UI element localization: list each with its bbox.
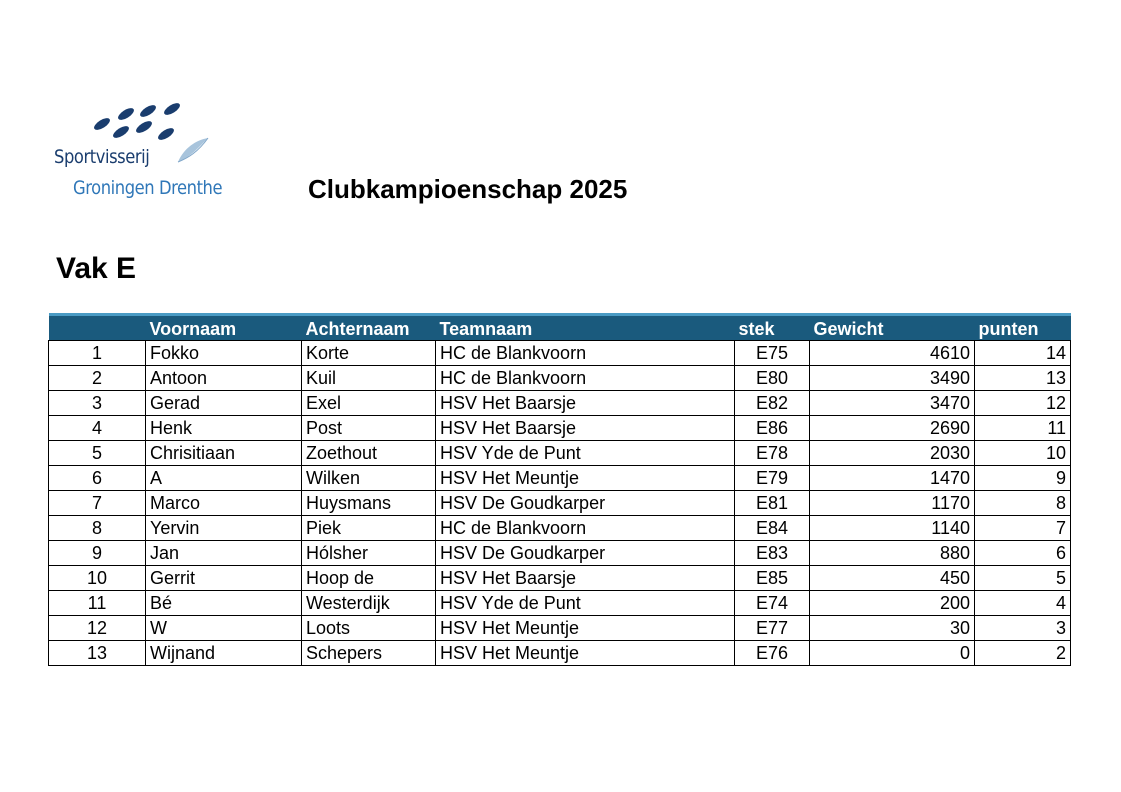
table-row <box>49 491 1071 516</box>
cell-voornaam: Henk <box>146 416 302 441</box>
table-row <box>49 591 1071 616</box>
cell-rank: 9 <box>49 541 146 566</box>
results-table-header <box>49 315 1071 341</box>
table-row <box>49 466 1071 491</box>
cell-punten: 10 <box>975 441 1071 466</box>
cell-gewicht: 30 <box>810 616 975 641</box>
cell-gewicht: 3470 <box>810 391 975 416</box>
cell-punten: 3 <box>975 616 1071 641</box>
cell-gewicht: 2690 <box>810 416 975 441</box>
cell-stek: E76 <box>735 641 810 666</box>
cell-teamnaam: HC de Blankvoorn <box>436 366 735 391</box>
cell-voornaam: Chrisitiaan <box>146 441 302 466</box>
cell-rank: 10 <box>49 566 146 591</box>
cell-achternaam: Schepers <box>302 641 436 666</box>
cell-achternaam: Piek <box>302 516 436 541</box>
cell-rank: 6 <box>49 466 146 491</box>
cell-teamnaam: HSV Het Baarsje <box>436 566 735 591</box>
cell-achternaam: Zoethout <box>302 441 436 466</box>
column-header-teamnaam: Teamnaam <box>436 315 735 341</box>
cell-voornaam: W <box>146 616 302 641</box>
cell-rank: 8 <box>49 516 146 541</box>
table-row <box>49 541 1071 566</box>
cell-punten: 4 <box>975 591 1071 616</box>
cell-gewicht: 0 <box>810 641 975 666</box>
logo-text-region: Groningen Drenthe <box>73 177 223 199</box>
cell-teamnaam: HC de Blankvoorn <box>436 341 735 366</box>
column-header-punten: punten <box>975 315 1071 341</box>
cell-punten: 12 <box>975 391 1071 416</box>
cell-stek: E86 <box>735 416 810 441</box>
cell-stek: E79 <box>735 466 810 491</box>
cell-achternaam: Loots <box>302 616 436 641</box>
cell-achternaam: Korte <box>302 341 436 366</box>
column-header-voornaam: Voornaam <box>146 315 302 341</box>
cell-achternaam: Exel <box>302 391 436 416</box>
table-row <box>49 416 1071 441</box>
cell-gewicht: 1470 <box>810 466 975 491</box>
cell-teamnaam: HC de Blankvoorn <box>436 516 735 541</box>
cell-voornaam: Wijnand <box>146 641 302 666</box>
document-title: Clubkampioenschap 2025 <box>308 174 628 204</box>
table-row <box>49 341 1071 366</box>
cell-stek: E75 <box>735 341 810 366</box>
cell-voornaam: Gerrit <box>146 566 302 591</box>
table-row <box>49 366 1071 391</box>
cell-achternaam: Huysmans <box>302 491 436 516</box>
cell-gewicht: 1170 <box>810 491 975 516</box>
cell-stek: E84 <box>735 516 810 541</box>
cell-voornaam: A <box>146 466 302 491</box>
results-table-body <box>49 341 1071 666</box>
cell-gewicht: 450 <box>810 566 975 591</box>
cell-voornaam: Fokko <box>146 341 302 366</box>
cell-achternaam: Hólsher <box>302 541 436 566</box>
cell-voornaam: Antoon <box>146 366 302 391</box>
cell-teamnaam: HSV Yde de Punt <box>436 441 735 466</box>
cell-punten: 13 <box>975 366 1071 391</box>
cell-teamnaam: HSV Yde de Punt <box>436 591 735 616</box>
cell-gewicht: 2030 <box>810 441 975 466</box>
cell-teamnaam: HSV De Goudkarper <box>436 541 735 566</box>
table-row <box>49 616 1071 641</box>
cell-rank: 13 <box>49 641 146 666</box>
cell-punten: 7 <box>975 516 1071 541</box>
logo-text-sportvisserij: Sportvisserij <box>54 146 150 168</box>
cell-achternaam: Hoop de <box>302 566 436 591</box>
cell-gewicht: 4610 <box>810 341 975 366</box>
cell-teamnaam: HSV Het Meuntje <box>436 466 735 491</box>
cell-rank: 11 <box>49 591 146 616</box>
table-row <box>49 441 1071 466</box>
cell-punten: 9 <box>975 466 1071 491</box>
table-row <box>49 566 1071 591</box>
cell-teamnaam: HSV Het Meuntje <box>436 641 735 666</box>
cell-voornaam: Jan <box>146 541 302 566</box>
cell-gewicht: 3490 <box>810 366 975 391</box>
cell-gewicht: 200 <box>810 591 975 616</box>
sportvisserij-logo <box>52 100 227 210</box>
cell-stek: E78 <box>735 441 810 466</box>
cell-punten: 2 <box>975 641 1071 666</box>
table-row <box>49 391 1071 416</box>
cell-stek: E77 <box>735 616 810 641</box>
cell-rank: 3 <box>49 391 146 416</box>
cell-voornaam: Bé <box>146 591 302 616</box>
section-title: Vak E <box>56 252 137 285</box>
cell-teamnaam: HSV Het Meuntje <box>436 616 735 641</box>
cell-stek: E82 <box>735 391 810 416</box>
cell-teamnaam: HSV Het Baarsje <box>436 391 735 416</box>
cell-rank: 4 <box>49 416 146 441</box>
cell-punten: 11 <box>975 416 1071 441</box>
cell-achternaam: Kuil <box>302 366 436 391</box>
cell-achternaam: Wilken <box>302 466 436 491</box>
cell-punten: 8 <box>975 491 1071 516</box>
table-row <box>49 641 1071 666</box>
column-header-rank <box>49 315 146 341</box>
column-header-stek: stek <box>735 315 810 341</box>
header-row <box>49 315 1071 341</box>
cell-stek: E81 <box>735 491 810 516</box>
cell-rank: 1 <box>49 341 146 366</box>
cell-gewicht: 880 <box>810 541 975 566</box>
cell-rank: 5 <box>49 441 146 466</box>
cell-voornaam: Marco <box>146 491 302 516</box>
cell-teamnaam: HSV Het Baarsje <box>436 416 735 441</box>
cell-punten: 6 <box>975 541 1071 566</box>
cell-gewicht: 1140 <box>810 516 975 541</box>
cell-achternaam: Westerdijk <box>302 591 436 616</box>
cell-rank: 7 <box>49 491 146 516</box>
cell-punten: 14 <box>975 341 1071 366</box>
cell-achternaam: Post <box>302 416 436 441</box>
cell-punten: 5 <box>975 566 1071 591</box>
cell-stek: E83 <box>735 541 810 566</box>
table-row <box>49 516 1071 541</box>
cell-stek: E80 <box>735 366 810 391</box>
cell-rank: 12 <box>49 616 146 641</box>
column-header-achternaam: Achternaam <box>302 315 436 341</box>
cell-rank: 2 <box>49 366 146 391</box>
cell-teamnaam: HSV De Goudkarper <box>436 491 735 516</box>
cell-stek: E74 <box>735 591 810 616</box>
column-header-gewicht: Gewicht <box>810 315 975 341</box>
cell-voornaam: Yervin <box>146 516 302 541</box>
results-table <box>48 313 1071 666</box>
cell-voornaam: Gerad <box>146 391 302 416</box>
cell-stek: E85 <box>735 566 810 591</box>
